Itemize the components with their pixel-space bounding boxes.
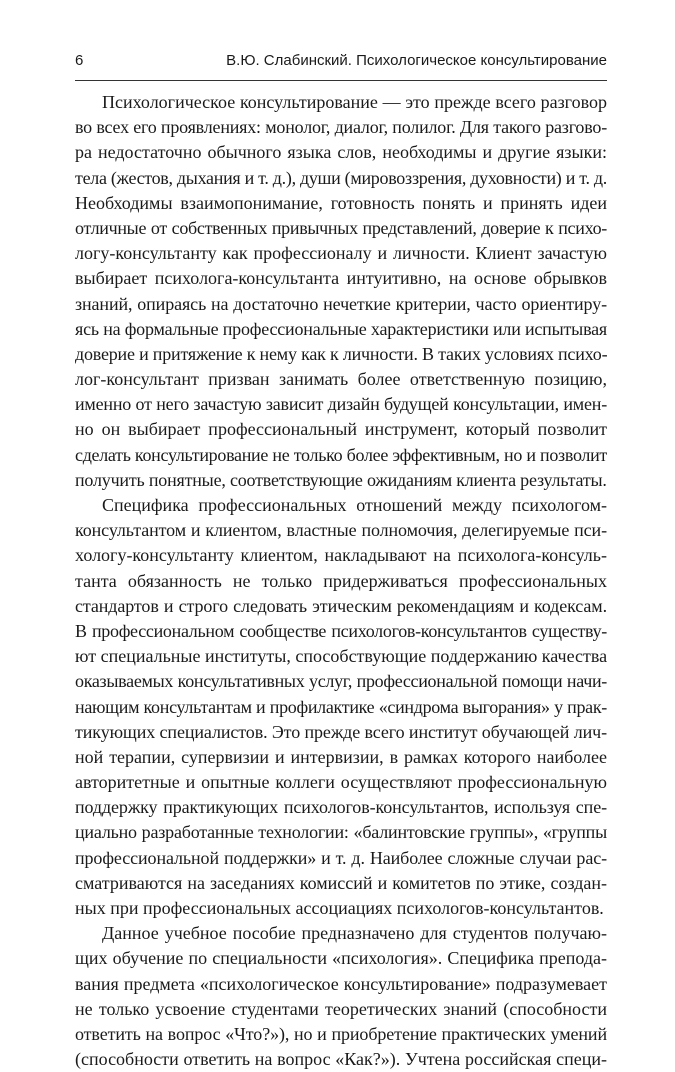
text-line: ют специальные институты, способствующие поддержанию качества <box>75 646 608 667</box>
text-line: знаний, опираясь на достаточно нечеткие критерии, часто ориентиру- <box>75 293 607 314</box>
text-line: доверие и притяжение к нему как к личности. В таких условиях психо- <box>75 343 608 364</box>
text-line: не только усвоение студентами теоретических знаний (способности <box>75 998 607 1019</box>
text-line: именно от него зачастую зависит дизайн будущей консультации, имен- <box>75 394 607 415</box>
text-line: Необходимы взаимопонимание, готовность понять и принять идеи <box>75 192 607 213</box>
paragraph <box>75 90 607 493</box>
text-line: сматриваются на заседаниях комиссий и комитетов по этике, создан- <box>75 872 607 893</box>
text-line: получить понятные, соответствующие ожиданиям клиента результаты. <box>75 469 607 490</box>
text-line: стандартов и строго следовать этическим рекомендациям и кодексам. <box>75 595 607 616</box>
text-line: ной терапии, супервизии и интервизии, в рамках которого наиболее <box>75 746 607 767</box>
text-line: оказываемых консультативных услуг, профессиональной помощи начи- <box>75 671 607 692</box>
text-body <box>75 90 607 1072</box>
running-title: В.Ю. Слабинский. Психологическое консультирование <box>226 52 607 69</box>
page-header <box>75 52 607 82</box>
text-line: хологу-консультанту клиентом, накладывают на психолога-консуль- <box>75 545 607 566</box>
text-line: консультантом и клиентом, властные полномочия, делегируемые пси- <box>75 520 607 541</box>
text-line: тикующих специалистов. Это прежде всего институт обучающей лич- <box>75 721 607 742</box>
text-line: но он выбирает профессиональный инструмент, который позволит <box>75 419 607 440</box>
text-line: профессиональной поддержки» и т. д. Наиболее сложные случаи рас- <box>75 847 607 868</box>
text-line: отличные от собственных привычных представлений, доверие к психо- <box>75 217 607 238</box>
text-line: танта обязанность не только придерживаться профессиональных <box>75 570 607 591</box>
text-line: Психологическое консультирование — это прежде всего разговор <box>102 92 607 112</box>
text-line: щих обучение по специальности «психология». Специфика препода- <box>75 948 607 969</box>
text-line: ра недостаточно обычного языка слов, необходимы и другие языки: <box>75 142 607 163</box>
text-line: вания предмета «психологическое консультирование» подразумевает <box>75 973 607 994</box>
text-line: во всех его проявлениях: монолог, диалог, полилог. Для такого разгово- <box>75 117 607 138</box>
text-line: авторитетные и опытные коллеги осуществляют профессиональную <box>75 772 607 793</box>
text-line: поддержку практикующих психологов-консультантов, используя спе- <box>75 797 607 818</box>
text-line: сделать консультирование не только более эффективным, но и позволит <box>75 444 607 465</box>
text-line: (способности ответить на вопрос «Как?»). Учтена российская специ- <box>75 1049 607 1070</box>
text-line: ясь на формальные профессиональные характеристики или испытывая <box>75 318 607 339</box>
text-line: ных при профессиональных ассоциациях психологов-консультантов. <box>75 898 604 918</box>
page-number: 6 <box>75 52 84 69</box>
header-rule <box>75 80 607 81</box>
text-line: В профессиональном сообществе психологов-консультантов существу- <box>75 620 607 641</box>
text-line: Специфика профессиональных отношений между психологом- <box>102 495 607 515</box>
text-line: нающим консультантам и профилактике «синдрома выгорания» у прак- <box>75 696 607 717</box>
text-line: циально разработанные технологии: «балинтовские группы», «группы <box>75 822 607 843</box>
text-line: тела (жестов, дыхания и т. д.), души (мировоззрения, духовности) и т. д. <box>75 167 607 188</box>
paragraph <box>75 921 607 1072</box>
text-line: ответить на вопрос «Что?»), но и приобретение практических умений <box>75 1023 607 1044</box>
text-line: Данное учебное пособие предназначено для студентов получаю- <box>102 923 607 944</box>
text-line: лог-консультант призван занимать более ответственную позицию, <box>75 369 607 390</box>
text-line: выбирает психолога-консультанта интуитивно, на основе обрывков <box>75 268 607 289</box>
paragraph <box>75 493 607 921</box>
text-line: логу-консультанту как профессионалу и личности. Клиент зачастую <box>75 243 607 264</box>
